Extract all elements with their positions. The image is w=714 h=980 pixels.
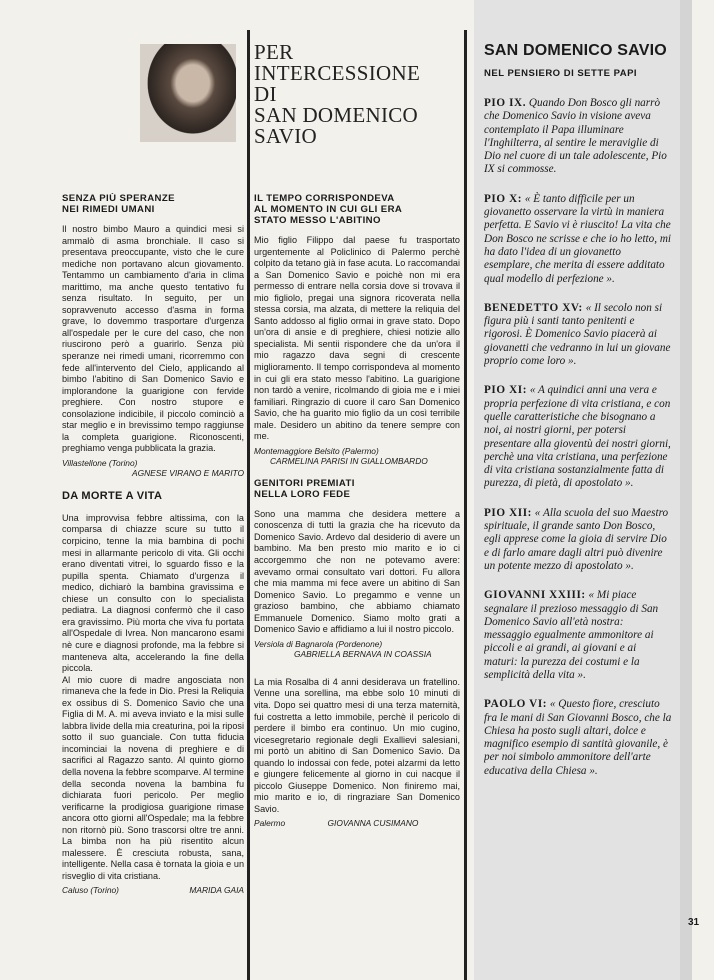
pope-quote: [484, 384, 672, 490]
sidebar-content: [484, 42, 672, 942]
pope-name: GIOVANNI XXIII:: [484, 589, 586, 602]
article-1-title-line: NEI RIMEDI UMANI: [62, 204, 155, 215]
pope-quote: [484, 97, 672, 177]
pope-name: PIO X:: [484, 192, 523, 205]
article-1-place: Villastellone (Torino): [62, 457, 138, 468]
pope-quote: [484, 193, 672, 286]
article-5-body: La mia Rosalba di 4 anni desiderava un fratellino. Venne una sorellina, ma ebbe solo 10 minuti di vita. Dopo sei quattro mesi di una terza maternità, fui costretta a letto immobile, perchè il pericolo di perdere il bimbo era continuo. Un mio cugino, vicesegretario regionale degli Exallievi salesiani, mi portò un abitino di San Domenico Savio. Da quando lo indossai con fede, potei alzarmi da letto e giungere felicemente al giorno in cui nacque il piccolo Giuseppe Domenico. Non finiremo mai, mio marito e io, di ringraziare San Domenico Savio.: [254, 676, 460, 814]
pope-name: PIO XII:: [484, 506, 532, 519]
article-3-place: Montemaggiore Belsito (Palermo): [254, 445, 379, 456]
article-4-body: Sono una mamma che desidera mettere a conoscenza di tutti la grazia che ha ricevuto da Domenico Savio. Ardevo dal desiderio di avere un bambino. Ma ben presto mio marito e io ci accorgemmo che non ne potevamo avere: avevamo ormai consultato vari dottori. Fu allora che mia mamma mi fece avere un abitino di San Domenico Savio. Lo pregammo e venne un grazioso bambino, che abbiamo chiamato Emmanuele Domenico. Siamo molto grati a Domenico Savio e affidiamo a lui il nostro piccolo.: [254, 508, 460, 635]
pope-quote: [484, 507, 672, 573]
article-1-author: AGNESE VIRANO E MARITO: [132, 467, 244, 478]
article-2-signature: [62, 885, 244, 895]
main-title: [254, 42, 454, 147]
pope-quote: [484, 698, 672, 778]
article-4-title: [254, 478, 460, 500]
article-1-title-line: SENZA PIÙ SPERANZE: [62, 193, 175, 204]
pope-quote: [484, 302, 672, 368]
main-title-line: SAVIO: [254, 124, 317, 148]
pope-name: BENEDETTO XV:: [484, 301, 583, 314]
column-left: [62, 193, 244, 953]
main-title-line: INTERCESSIONE: [254, 61, 421, 85]
article-2-body-continued: Al mio cuore di madre angosciata non rimaneva che la fede in Dio. Presi la Reliquia ex ossibus di S. Domenico Savio che una Figlia di M. A. mi aveva inviato e la misi sulle labbra livide della mia creaturina, poi la riposi sotto il suo guanciale. Con tutta fiducia incominciai la novena di preghiere e di sacrifici al Ragazzo santo. Al quinto giorno della novena la febbre scomparve. Al termine della seconda novena la bambina fu dichiarata fuori pericolo. Per meglio verificarne la prodigiosa guarigione rimase ancora otto giorni all'Ospedale; ma la febbre non ritornò più. Sono trascorsi oltre tre anni. La bimba non ha più risentito alcun malessere. È cresciuta robusta, sana, intelligente. Nella casa è tornata la gioia e un risveglio di vita cristiana.: [62, 674, 244, 881]
article-3-title-line: IL TEMPO CORRISPONDEVA: [254, 193, 395, 204]
article-1-body: Il nostro bimbo Mauro a quindici mesi si ammalò di asma bronchiale. Il caso si presentava preoccupante, visto che le cure mediche non portavano alcun giovamento. Tentammo un cambiamento d'aria in clima marittimo, ma anche questo tentativo fu senza risultato. In seguito, per un sopravvenuto accesso d'asma in forma grave, lo dovemmo trasportare d'urgenza all'ospedale per le cure del caso, che non riuscirono però a guarirlo. Senza più speranze nei rimedi umani, ricorremmo con fede all'intervento del Cielo, applicando al bimbo l'abitino di San Domenico Savio e implorandone la guarigione con fervide preghiere. Con nostro stupore e consolazione indicibile, il piccolo cominciò a star meglio e in brevissimo tempo raggiunse la completa guarigione. Riconoscenti, preghiamo venga pubblicata la grazia.: [62, 224, 244, 454]
article-2-place: Caluso (Torino): [62, 885, 119, 896]
portrait-photo: [140, 44, 236, 142]
article-5-author: GIOVANNA CUSIMANO: [327, 818, 419, 829]
article-3-title-line: AL MOMENTO IN CUI GLI ERA: [254, 204, 403, 215]
article-3-body: Mio figlio Filippo dal paese fu trasportato urgentemente al Policlinico di Palermo perchè colpito da tetano già in fase acuta. Lo raccomandai a San Domenico Savio e poichè non mi era permesso di entrare nella corsia dove si trovava il mio figliolo, pregai una signora ricoverata nella stessa corsia, ma alzata, di mettere la reliquia del Santo addosso al figlio ormai in grave stato. Dopo un'ora di ansie e di preghiere, chiesi notizie allo specialista. Mi sentii rispondere che da un'ora il mio ragazzo dava segni di crescente miglioramento. Il tempo corrispondeva al momento in cui gli era stato messo l'abitino. La guarigione non tardò a venire, ricolmando di gioia me e i miei familiari. Ringrazio di cuore il caro San Domenico Savio, che ha guarito mio figlio da un così terribile male. Desidero un abitino da tenere sempre con me.: [254, 235, 460, 442]
article-3-author: CARMELINA PARISI IN GIALLOMBARDO: [270, 455, 428, 466]
pope-quote-text: « A quindici anni una vera e propria perfezione di vita cristiana, e con quelle caratteristiche che bisognano a noi, ai nostri giorni, per potersi presentare alla gioventù dei nostri giorni, perchè una vita cristiana, una perfezione di vita cristiana sostanzialmente fatta di purezza, di pietà, di apostolato ».: [484, 384, 671, 490]
article-3-signature: [254, 446, 460, 466]
pope-quote-text: « Mi piace segnalare il prezioso messaggio di San Domenico Savio all'età nostra: messaggio egualmente ammonitore ai piccoli e ai grandi, ai giovani e ai maturi: la purezza dei costumi e la semplicità della vita ».: [484, 589, 659, 681]
article-4-author: GABRIELLA BERNAVA IN COASSIA: [294, 648, 432, 659]
pope-name: PAOLO VI:: [484, 698, 548, 711]
column-middle: [254, 193, 460, 953]
popes-quotes-list: [484, 97, 672, 778]
article-2-author: MARIDA GAIA: [189, 885, 244, 896]
pope-quote: [484, 589, 672, 682]
article-4-title-line: NELLA LORO FEDE: [254, 488, 351, 500]
article-2-body: Una improvvisa febbre altissima, con la comparsa di chiazze scure su tutto il corpicino, tenne la mia bambina di pochi mesi in allarmante pericolo di vita. Gli occhi erano diventati vitrei, lo sguardo fisso e la pupilla spenta. Chiamato d'urgenza il medico, dichiarò la bambina gravissima e chiese un consulto con lo specialista pediatra. La diagnosi confermò che il caso era gravissimo. Più morta che viva fu portata all'Ospedale di Ivrea. Non mancarono esami nè cure e diagnosi profonde, ma la febbre si manteneva alta, accelerando la fine della piccola.: [62, 512, 244, 674]
pope-quote-text: « Alla scuola del suo Maestro spirituale, il grande santo Don Bosco, egli apprese come la gioia di servire Dio e di farlo amare dagli altri può divenire un potente mezzo di apostolato ».: [484, 506, 669, 572]
article-3-title: [254, 193, 460, 226]
pope-quote-text: « È tanto difficile per un giovanetto osservare la virtù in maniera perfetta. E Savio vi è riuscito! La vita che Don Bosco ne scrisse e che io ho letto, mi ha dato l'idea di un giovanetto esemplare, che merita di essere additato qual modello di perfezione ».: [484, 192, 672, 285]
article-5-place: Palermo: [254, 818, 286, 829]
article-3-title-line: STATO MESSO L'ABITINO: [254, 215, 381, 226]
article-5-signature: [254, 818, 460, 828]
article-1-signature: [62, 458, 244, 478]
article-1-title: [62, 193, 244, 215]
pope-quote-text: « Questo fiore, cresciuto fra le mani di San Giovanni Bosco, che la Chiesa ha posto sugli altari, dolce e magnifico esempio di santità giovanile, è per noi simbolo ammonitore dell'arte educativa della Chiesa ».: [484, 698, 672, 777]
main-title-line: SAN DOMENICO: [254, 103, 419, 127]
pope-quote-text: Quando Don Bosco gli narrò che Domenico Savio in visione aveva contemplato il Papa illuminare l'Inghilterra, al sentire le meraviglie di Dio nel cuore di un tale adolescente, Pio IX si commosse.: [484, 97, 667, 176]
sidebar-subtitle: NEL PENSIERO DI SETTE PAPI: [484, 68, 638, 79]
pope-name: PIO IX.: [484, 97, 527, 109]
article-4-title-line: GENITORI PREMIATI: [254, 477, 355, 489]
main-title-line: DI: [254, 82, 277, 106]
sidebar-title: SAN DOMENICO SAVIO: [484, 42, 667, 59]
pope-quote-text: « Il secolo non si figura più i santi tanto penitenti e rigorosi. È Domenico Savio piacerà ai giovanetti che vedranno in lui un giovane proprio come loro ».: [484, 301, 671, 368]
article-4-signature: [254, 639, 460, 659]
column-divider: [247, 30, 250, 980]
main-title-line: PER: [254, 40, 294, 64]
page-edge-stripe: [680, 0, 692, 980]
article-2-title: DA MORTE A VITA: [62, 489, 163, 502]
column-divider: [464, 30, 467, 980]
article-4-place: Versiola di Bagnarola (Pordenone): [254, 638, 383, 649]
page-number: 31: [688, 917, 700, 928]
pope-name: PIO XI:: [484, 384, 528, 397]
